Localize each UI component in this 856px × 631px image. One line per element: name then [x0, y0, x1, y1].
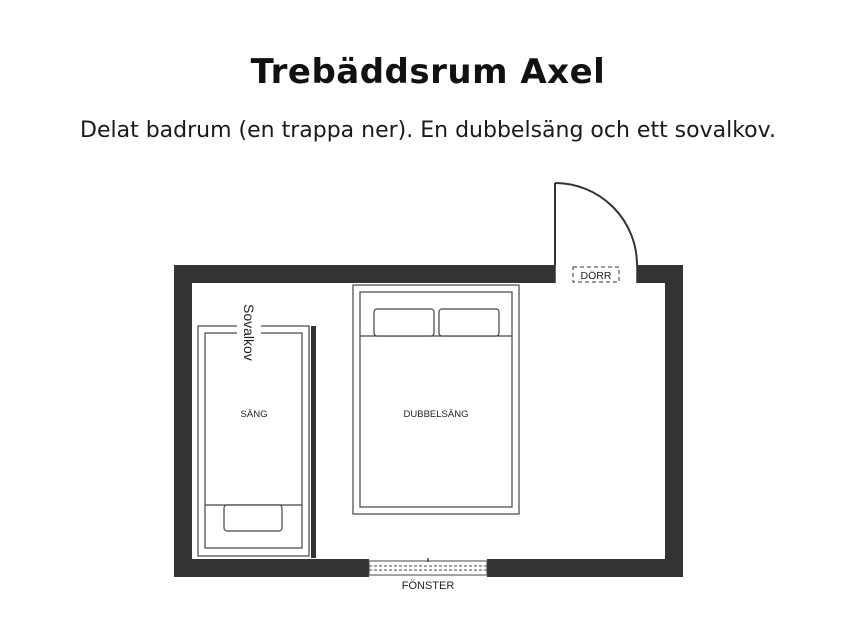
wall-bottom-left [174, 559, 369, 577]
wall-left [174, 265, 192, 577]
alcove-partition [311, 326, 316, 558]
double-bed-pillow-left [374, 309, 434, 336]
alcove [198, 301, 316, 558]
door-label: DÖRR [580, 270, 612, 282]
window [369, 558, 487, 592]
wall-bottom-right [487, 559, 683, 577]
page-title: Trebäddsrum Axel [250, 52, 606, 92]
door [555, 183, 637, 283]
bed-label: SÄNG [240, 409, 268, 420]
page-subtitle: Delat badrum (en trappa ner). En dubbelsäng och ett sovalkov. [80, 118, 776, 143]
wall-right [665, 265, 683, 577]
bed-pillow [224, 505, 282, 531]
double-bed-pillow-right [439, 309, 499, 336]
alcove-label: Sovalkov [241, 304, 257, 361]
window-frame [369, 561, 487, 575]
door-swing-arc [555, 183, 637, 265]
double-bed [353, 285, 519, 514]
window-label: FÖNSTER [401, 580, 455, 592]
double-bed-label: DUBBELSÄNG [403, 409, 469, 420]
wall-top-left [174, 265, 555, 283]
